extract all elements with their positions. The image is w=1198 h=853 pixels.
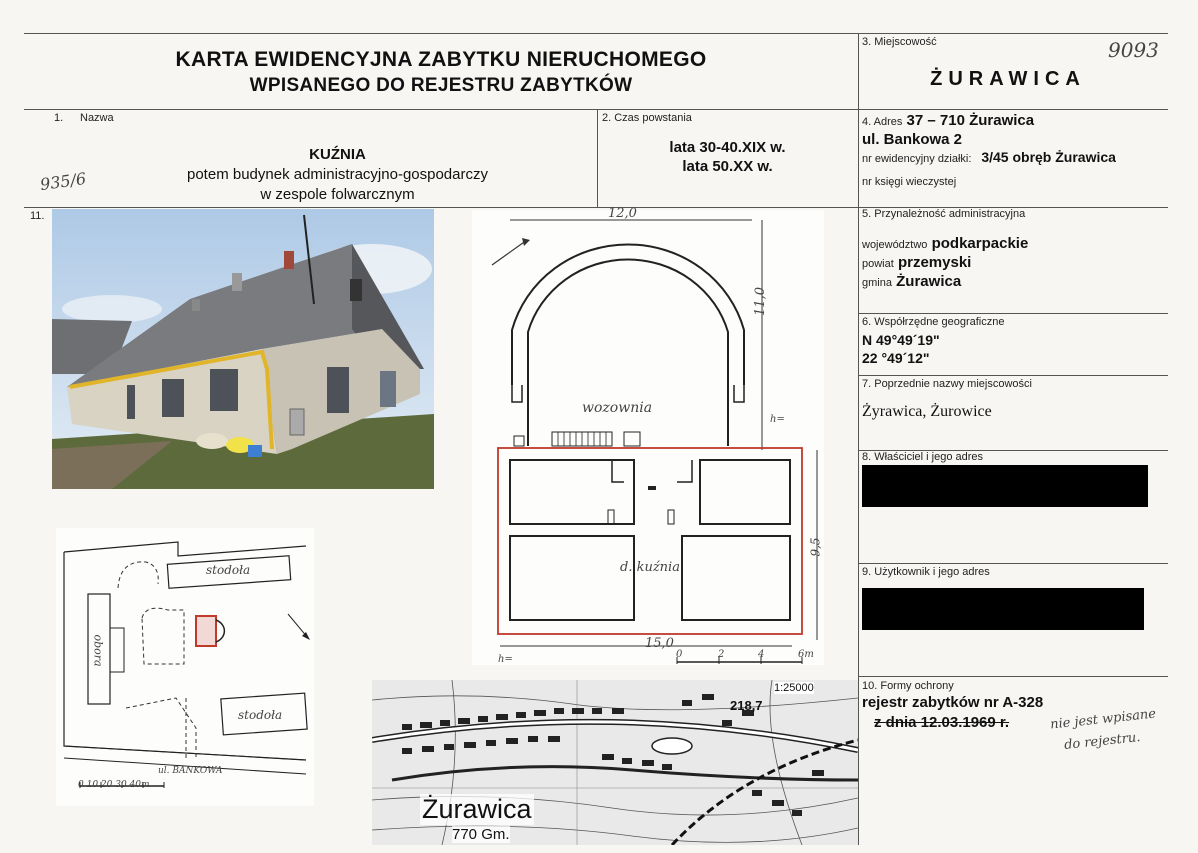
- room-label-lower: d. kuźnia: [620, 560, 680, 575]
- map-ratio: 1:25000: [774, 682, 814, 694]
- object-name-line3: w zespole folwarcznym: [260, 186, 415, 203]
- site-plan-drawing: [56, 528, 314, 806]
- field3-label: 3. Miejscowość: [862, 36, 937, 48]
- object-name: KUŹNIA: [309, 146, 366, 163]
- street: ul. Bankowa 2: [862, 131, 963, 148]
- grid-line-f9: [858, 563, 1168, 564]
- postal-city: 37 – 710 Żurawica: [906, 112, 1035, 129]
- map-elevation: 218,7: [730, 698, 763, 713]
- grid-line-row2: [24, 109, 1168, 110]
- county-line: [862, 254, 971, 271]
- field9-label: 9. Użytkownik i jego adres: [862, 566, 990, 578]
- cowshed-label: obora: [91, 634, 105, 667]
- barn-top-label: stodoła: [206, 563, 251, 577]
- field2-label: 2. Czas powstania: [602, 112, 692, 124]
- date-period-2: lata 50.XX w.: [682, 158, 773, 175]
- county-value: przemyski: [897, 254, 972, 271]
- scale-6: 6m: [798, 649, 814, 660]
- land-register-label: nr księgi wieczystej: [862, 176, 957, 188]
- grid-line-f6: [858, 313, 1168, 314]
- owner-redaction: [862, 465, 1148, 507]
- room-label-upper: wozownia: [582, 400, 653, 416]
- floor-plan-drawing: [472, 210, 824, 665]
- height-label-bottom: h=: [498, 654, 513, 665]
- parcel-label: nr ewidencyjny działki:: [862, 153, 972, 165]
- dim-bottom: 15,0: [645, 636, 674, 651]
- field1-number: 1.: [54, 112, 64, 124]
- card-title: KARTA EWIDENCYJNA ZABYTKU NIERUCHOMEGO: [175, 48, 707, 71]
- field8-label: 8. Właściciel i jego adres: [862, 451, 984, 463]
- grid-line-f10: [858, 676, 1168, 677]
- map-height-label: 770 Gm.: [452, 826, 510, 843]
- commune-line: [862, 273, 961, 290]
- commune-label: gmina: [862, 277, 892, 289]
- register-date: z dnia 12.03.1969 r.: [874, 714, 1010, 731]
- date-period-1: lata 30-40.XIX w.: [669, 139, 786, 156]
- field4-label: 4. Adres: [862, 116, 903, 128]
- card-number-handwritten: 9093: [1108, 38, 1159, 62]
- card-subtitle: WPISANEGO DO REJESTRU ZABYTKÓW: [249, 75, 633, 96]
- building-photo: [52, 209, 434, 489]
- latitude: N 49°49´19": [862, 332, 940, 348]
- scale-0: 0: [676, 649, 683, 660]
- scale-4: 4: [758, 649, 765, 660]
- map-town-label: Żurawica: [422, 794, 532, 824]
- side-number-handwritten: 935/6: [38, 168, 88, 195]
- scale-2: 2: [718, 649, 725, 660]
- county-label: powiat: [862, 258, 894, 270]
- field4-address-line1: [862, 112, 1034, 129]
- field5-label: 5. Przynależność administracyjna: [862, 208, 1026, 220]
- field7-label: 7. Poprzednie nazwy miejscowości: [862, 378, 1032, 390]
- object-name-line2: potem budynek administracyjno-gospodarczy: [187, 166, 488, 183]
- dim-right-bottom: 9,5: [808, 537, 823, 557]
- commune-value: Żurawica: [896, 273, 962, 290]
- field11-label: 11.: [30, 210, 45, 222]
- dim-top: 12,0: [608, 206, 637, 221]
- user-redaction: [862, 588, 1144, 630]
- grid-line-top: [24, 33, 1168, 34]
- parcel-line: [862, 149, 1116, 165]
- site-scale-label: 0 10 20 30 40m: [78, 780, 150, 790]
- height-label: h=: [770, 414, 785, 425]
- barn-bottom-label: stodoła: [238, 708, 283, 722]
- voivodeship-value: podkarpackie: [931, 235, 1029, 252]
- parcel-value: 3/45 obręb Żurawica: [981, 149, 1116, 165]
- register-number: rejestr zabytków nr A-328: [862, 694, 1044, 711]
- street-label: ul. BANKOWA: [158, 766, 223, 776]
- grid-line-vertical-right: [858, 33, 859, 845]
- grid-line-f7: [858, 375, 1168, 376]
- protection-note-2: do rejestru.: [1063, 730, 1142, 753]
- voivodeship-label: województwo: [862, 239, 928, 251]
- dim-right-top: 11,0: [752, 287, 768, 316]
- previous-names: Żyrawica, Żurowice: [862, 403, 992, 420]
- field6-label: 6. Współrzędne geograficzne: [862, 316, 1005, 328]
- field1-label: Nazwa: [80, 112, 114, 124]
- voivodeship-line: [862, 235, 1028, 252]
- longitude: 22 °49´12": [862, 350, 930, 366]
- town-name: ŻURAWICA: [930, 68, 1086, 90]
- field10-label: 10. Formy ochrony: [862, 680, 954, 692]
- protection-note-1: nie jest wpisane: [1049, 706, 1157, 733]
